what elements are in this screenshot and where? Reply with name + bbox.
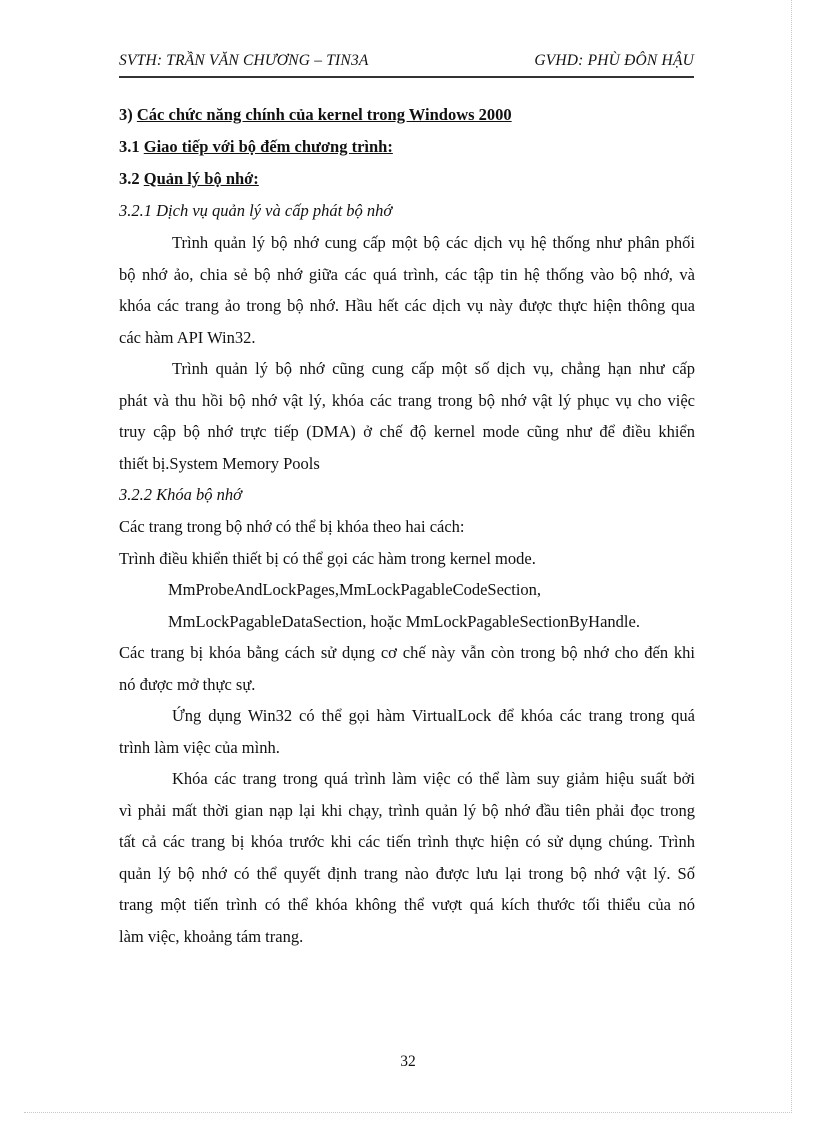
paragraph-line: tất cả các trang bị khóa trước khi các tiến trình thực hiện có sử dụng chúng. Trình xyxy=(119,832,695,851)
paragraph-line: Trình quản lý bộ nhớ cũng cung cấp một số dịch vụ, chẳng hạn như cấp xyxy=(172,359,695,378)
heading-number: 3.1 xyxy=(119,137,140,156)
page-number: 32 xyxy=(400,1053,416,1070)
subheading-3-2-1: 3.2.1 Dịch vụ quản lý và cấp phát bộ nhớ xyxy=(119,201,393,220)
paragraph-line: Khóa các trang trong quá trình làm việc có thể làm suy giảm hiệu suất bởi xyxy=(172,769,695,788)
paragraph-physical-memory xyxy=(119,353,695,479)
paragraph-line: truy cập bộ nhớ trực tiếp (DMA) ở chế độ kernel mode cũng như để điều khiển xyxy=(119,422,695,441)
paragraph-line: Các trang bị khóa bằng cách sử dụng cơ chế này vẫn còn trong bộ nhớ cho đến khi xyxy=(119,643,695,662)
paragraph-line: làm việc, khoảng tám trang. xyxy=(119,926,304,946)
paragraph-memory-services xyxy=(119,227,695,353)
api-list-line-2: MmLockPagableDataSection, hoặc MmLockPagableSectionByHandle. xyxy=(168,611,640,631)
paragraph-line: trình làm việc của mình. xyxy=(119,737,280,757)
subheading-3-2-2: 3.2.2 Khóa bộ nhớ xyxy=(119,485,242,504)
paragraph-line: quản lý bộ nhớ có thể quyết định trang nào được lưu lại trong bộ nhớ vật lý. Số xyxy=(119,863,695,883)
paragraph-line: khóa các trang ảo trong bộ nhớ. Hầu hết các dịch vụ này được thực hiện thông qua xyxy=(119,296,695,315)
heading-title: Giao tiếp với bộ đếm chương trình: xyxy=(143,137,393,156)
document-body xyxy=(119,99,695,952)
paragraph-virtuallock xyxy=(119,700,695,763)
paragraph-lock-intro: Các trang trong bộ nhớ có thể bị khóa theo hai cách: xyxy=(119,517,465,536)
page-header xyxy=(119,50,694,78)
heading-number: 3) xyxy=(119,105,133,124)
paragraph-performance xyxy=(119,763,695,952)
heading-number: 3.2 xyxy=(119,169,140,188)
paragraph-line: thiết bị.System Memory Pools xyxy=(119,453,320,473)
header-instructor: GVHD: PHÙ ĐÔN HẬU xyxy=(534,52,694,69)
api-list-line-1: MmProbeAndLockPages,MmLockPagableCodeSection, xyxy=(168,580,542,599)
heading-title: Quản lý bộ nhớ: xyxy=(143,169,259,188)
heading-section-3-2 xyxy=(119,163,695,195)
paragraph-locked-pages xyxy=(119,637,695,700)
paragraph-line: vì phải mất thời gian nạp lại khi chạy, trình quản lý bộ nhớ đầu tiên phải đọc trong xyxy=(119,800,695,820)
paragraph-line: Trình quản lý bộ nhớ cung cấp một bộ các dịch vụ hệ thống như phân phối xyxy=(172,233,695,252)
paragraph-line: bộ nhớ ảo, chia sẻ bộ nhớ giữa các quá trình, các tập tin hệ thống vào bộ nhớ, và xyxy=(119,264,695,284)
header-student: SVTH: TRẦN VĂN CHƯƠNG – TIN3A xyxy=(119,52,369,69)
heading-title: Các chức năng chính của kernel trong Windows 2000 xyxy=(136,105,512,124)
paragraph-line: trang một tiến trình có thể khóa không thể vượt quá kích thước tối thiểu của nó xyxy=(119,895,695,914)
paragraph-line: nó được mở thực sự. xyxy=(119,674,256,694)
heading-section-3 xyxy=(119,99,695,131)
paragraph-driver: Trình điều khiển thiết bị có thể gọi các hàm trong kernel mode. xyxy=(119,548,536,568)
paragraph-line: Ứng dụng Win32 có thể gọi hàm VirtualLock để khóa các trang trong quá xyxy=(172,706,695,725)
paragraph-line: các hàm API Win32. xyxy=(119,327,256,347)
heading-section-3-1 xyxy=(119,131,695,163)
paragraph-line: phát và thu hồi bộ nhớ vật lý, khóa các trang trong bộ nhớ vật lý phục vụ cho việc xyxy=(119,390,695,410)
